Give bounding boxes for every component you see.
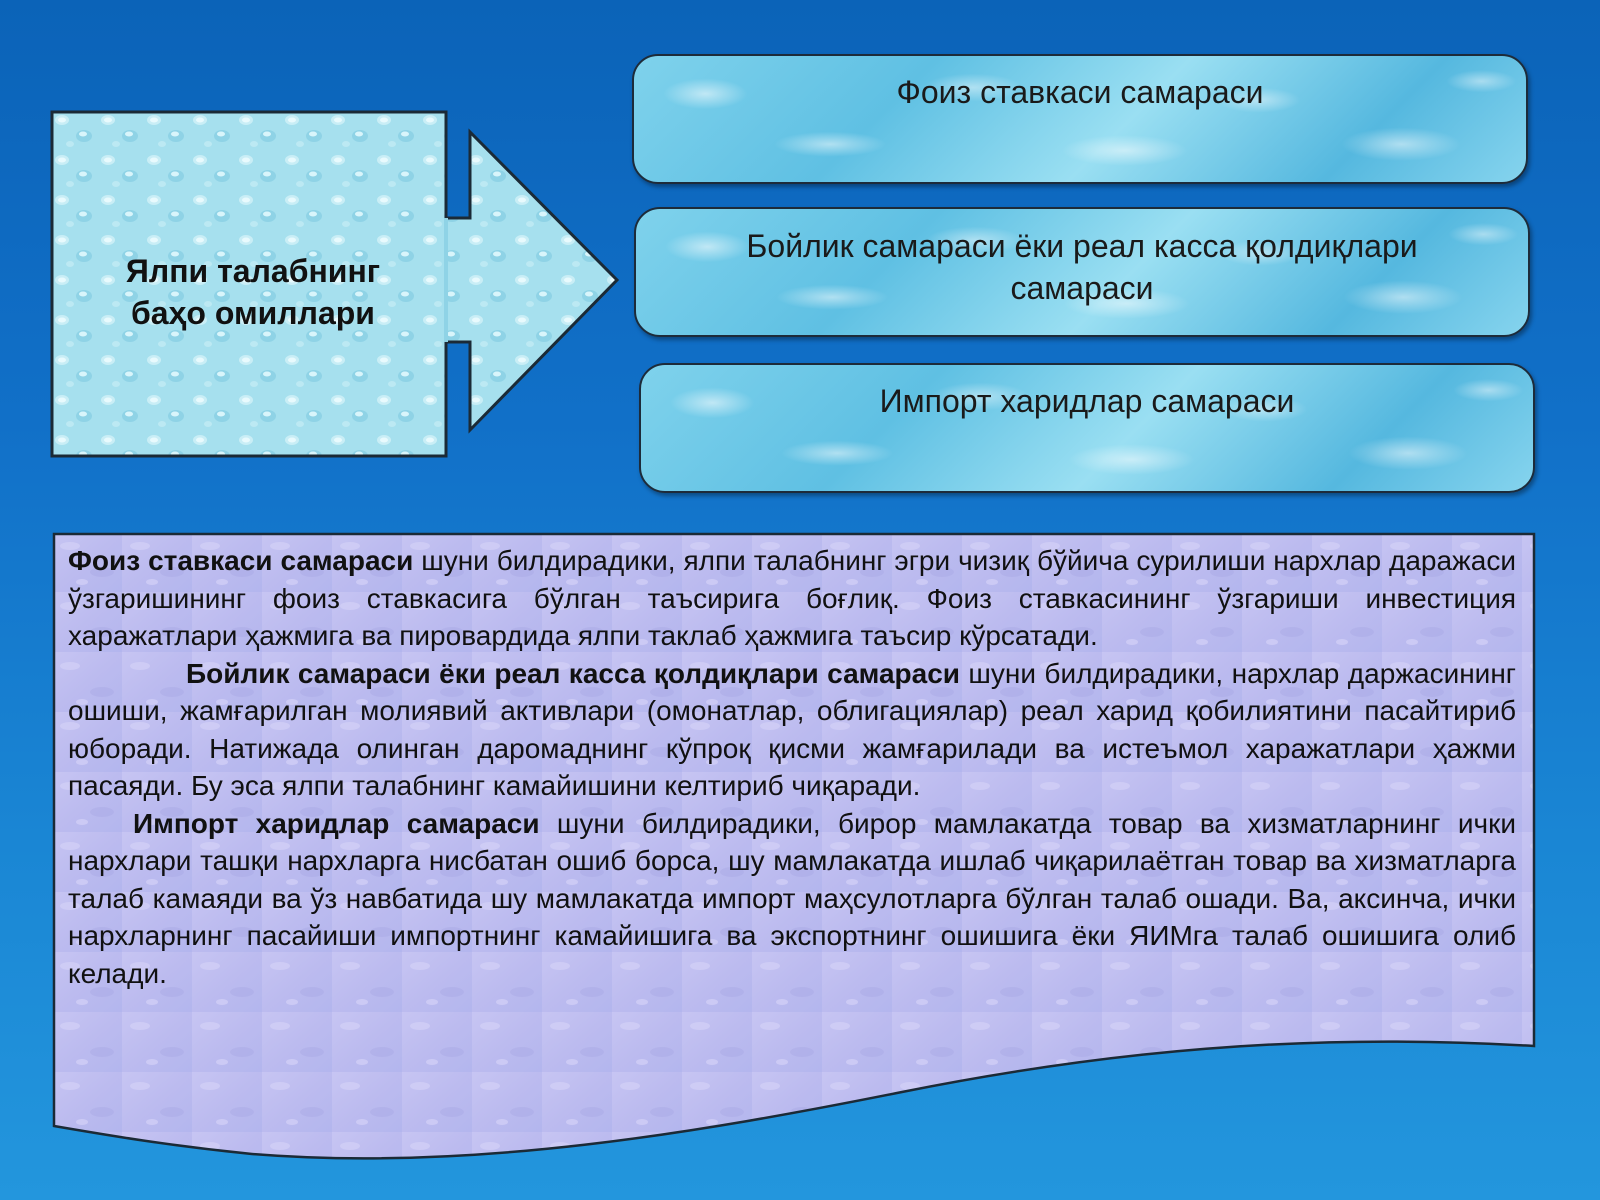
paragraph-interest-rate-term: Фоиз ставкаси самараси [68,545,414,576]
factors-title [58,250,448,334]
paragraph-import-body: шуни билдирадики, бирор мамлакатда товар ва хизматларнинг ички нархлари ташқи нархларга нисбатан ошиб борса, шу мамлакатда ишлаб чиқарилаётган товар ва хизматларга талаб камаяди ва ўз навбатида шу мамлакатда импорт маҳсулотларга бўлган талаб ошади. Ва, аксинча, ички нархларнинг пасайиши импортнинг камайишига ва экспортнинг ошишига ёки ЯИМга талаб ошишига олиб келади. [68,807,1516,989]
effect-label-wealth-line1: Бойлик самараси ёки реал касса қолдиқлари [746,228,1418,264]
effect-box-interest-rate [632,54,1528,184]
effect-label-import: Импорт харидлар самараси [879,383,1295,419]
effect-label-interest-rate: Фоиз ставкаси самараси [896,74,1264,110]
paragraph-interest-rate [68,542,1516,655]
effect-label-wealth-line2: самараси [1010,270,1154,306]
paragraph-wealth-term: Бойлик самараси ёки реал касса қолдиқлари самараси [186,657,961,689]
effect-box-import [639,363,1535,493]
paragraph-import-term: Импорт харидлар самараси [133,807,540,839]
paragraph-wealth [68,655,1516,805]
factors-title-line1: Ялпи талабнинг [125,253,381,289]
paragraph-import [68,805,1516,993]
effect-box-wealth [634,207,1530,337]
paragraph-interest-rate-body: шуни билдирадики, ялпи талабнинг эгри чизиқ бўйича сурилиши нархлар даражаси ўзгаришининг фоиз ставкасига бўлган таъсирига боғлиқ. Фоиз ставкасининг ўзгариши инвестиция харажатлари ҳажмига ва пировардида ялпи таклаб ҳажмига таъсир кўрсатади. [68,545,1516,651]
paragraph-wealth-body: шуни билдирадики, нархлар даржасининг ошиши, жамғарилган молиявий активлари (омонатлар, облигациялар) реал харид қобилиятини пасайтириб юборади. Натижада олинган даромаднинг кўпроқ қисми жамғарилади ва истеъмол харажатлари ҳажми пасаяди. Бу эса ялпи талабнинг камайишини келтириб чиқаради. [68,657,1516,801]
factors-title-line2: баҳо омиллари [131,295,375,331]
description-text [68,542,1516,992]
